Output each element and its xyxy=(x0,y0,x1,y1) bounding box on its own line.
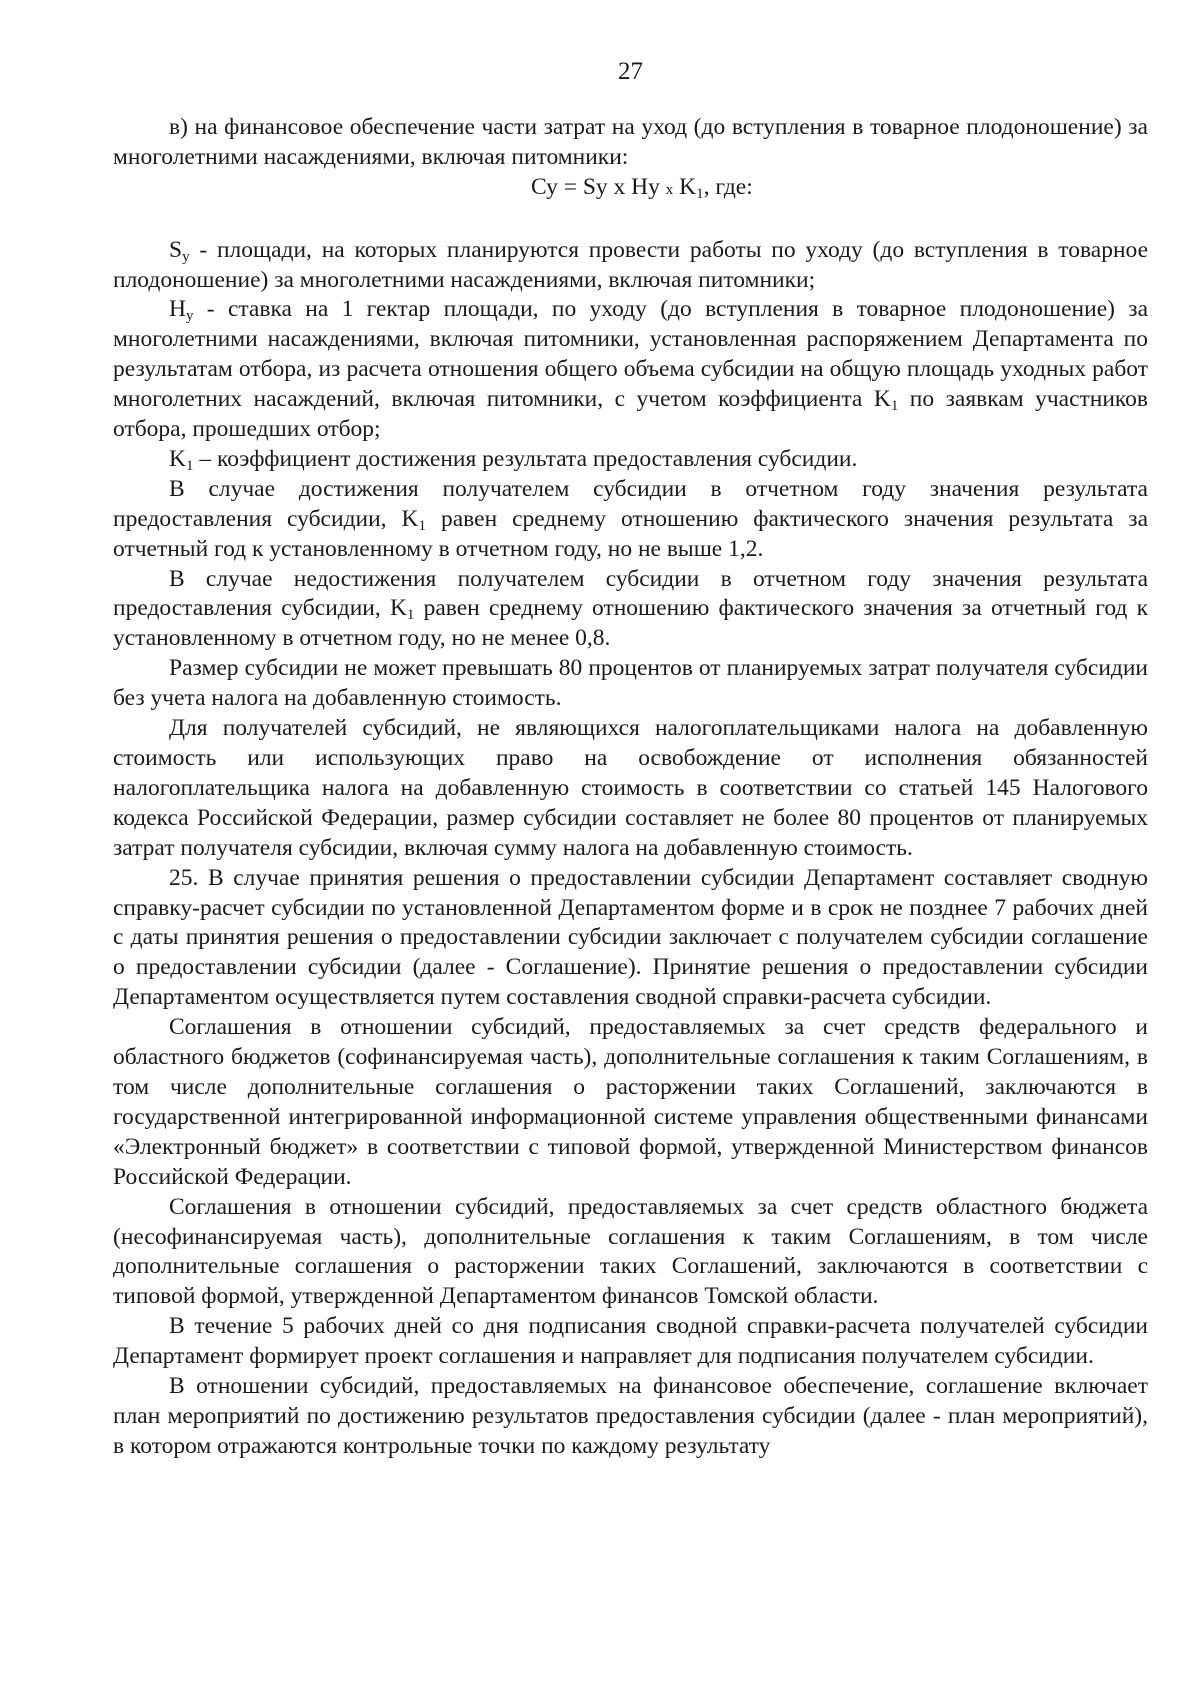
achievement-k-subscript: 1 xyxy=(418,517,427,534)
paragraph-non-achievement xyxy=(113,565,1148,655)
formula-lhs: Су = Sу х Нy xyxy=(531,173,666,200)
symbol-k-subscript: 1 xyxy=(185,457,194,474)
symbol-s-subscript: у xyxy=(182,248,190,265)
formula-k: K xyxy=(673,173,697,200)
blank-line xyxy=(113,206,1148,236)
page-number: 27 xyxy=(618,58,643,85)
paragraph-five-days: В течение 5 рабочих дней со дня подписания сводной справки-расчета получателей субсидии Департамент формирует проект соглашения и направляет для подписания получателем субсидии. xyxy=(113,1313,1148,1370)
paragraph-action-plan: В отношении субсидий, предоставляемых на финансовое обеспечение, соглашение включает план мероприятий по достижению результатов предоставления субсидии (далее - план мероприятий), в котором отражаются контрольные точки по каждому результату xyxy=(113,1373,1148,1459)
paragraph-25: 25. В случае принятия решения о предоставлении субсидии Департамент составляет сводную справку-расчет субсидии по установленной Департаментом форме и в срок не позднее 7 рабочих дней с даты принятия решения о предоставлении субсидии заключает с получателем субсидии соглашение о предоставлении субсидии (далее - Соглашение). Принятие решения о предоставлении субсидии Департаментом осуществляется путем составления сводной справки-расчета субсидии. xyxy=(113,864,1148,1011)
definition-k1-text: – коэффициент достижения результата предоставления субсидии. xyxy=(193,445,858,472)
non-achievement-k-subscript: 1 xyxy=(406,607,415,624)
formula-multiply-sign: x xyxy=(665,181,674,198)
symbol-s: S xyxy=(169,236,183,263)
document-body xyxy=(113,113,1148,1462)
definition-hy-k-subscript: 1 xyxy=(890,398,899,415)
paragraph-non-cofinanced-agreements: Соглашения в отношении субсидий, предоставляемых за счет средств областного бюджета (несофинансируемая часть), дополнительные соглашения к таким Соглашениям, в том числе дополнительные соглашения о расторжении таких Соглашений, заключаются в соответствии с типовой формой, утвержденной Департаментом финансов Томской области. xyxy=(113,1193,1148,1310)
definition-hy-text-b: по заявкам участников отбора, прошедших отбор; xyxy=(113,386,1149,443)
formula-k-subscript: 1 xyxy=(696,185,704,202)
paragraph-subitem-v: в) на финансовое обеспечение части затрат на уход (до вступления в товарное плодоношение) за многолетними насаждениями, включая питомники: xyxy=(113,114,1148,170)
formula-sy xyxy=(113,173,1148,206)
formula-tail: , где: xyxy=(703,173,753,200)
non-achievement-text-b: равен среднему отношению фактического значения за отчетный год к установленному в отчетном году, но не менее 0,8. xyxy=(113,595,1148,652)
definition-hy xyxy=(113,295,1148,445)
paragraph-cofinanced-agreements: Соглашения в отношении субсидий, предоставляемых за счет средств федерального и областного бюджетов (софинансируемая часть), дополнительные соглашения к таким Соглашениям, в том числе дополнительные соглашения о расторжении таких Соглашений, заключаются в государственной интегрированной информационной системе управления общественными финансами «Электронный бюджет» в соответствии с типовой формой, утвержденной Министерством финансов Российской Федерации. xyxy=(113,1014,1148,1190)
paragraph-achievement xyxy=(113,475,1148,565)
symbol-k: K xyxy=(169,445,186,472)
achievement-text-b: равен среднему отношению фактического значения результата за отчетный год к установленному в отчетном году, но не выше 1,2. xyxy=(113,505,1148,562)
definition-hy-text-a: - ставка на 1 гектар площади, по уходу (до вступления в товарное плодоношение) за многолетними насаждениями, включая питомники, установленная распоряжением Департамента по результатам отбора, из расчета отношения общего объема субсидии на общую площадь уходных работ многолетних насаждений, включая питомники, с учетом коэффициента K xyxy=(113,296,1148,413)
definition-sy xyxy=(113,236,1148,296)
achievement-text-a: В случае достижения получателем субсидии в отчетном году значения результата предоставления субсидии, K xyxy=(113,475,1148,532)
definition-sy-text: - площади, на которых планируются провести работы по уходу (до вступления в товарное плодоношение) за многолетними насаждениями, включая питомники; xyxy=(113,236,1148,293)
non-achievement-text-a: В случае недостижения получателем субсидии в отчетном году значения результата предоставления субсидии, K xyxy=(113,565,1148,622)
symbol-h-subscript: у xyxy=(185,308,194,325)
paragraph-non-vat-payers: Для получателей субсидий, не являющихся налогоплательщиками налога на добавленную стоимость или использующих право на освобождение от исполнения обязанностей налогоплательщика налога на добавленную стоимость в соответствии со статьей 145 Налогового кодекса Российской Федерации, размер субсидии составляет не более 80 процентов от планируемых затрат получателя субсидии, включая сумму налога на добавленную стоимость. xyxy=(113,715,1148,861)
paragraph-subsidy-size: Размер субсидии не может превышать 80 процентов от планируемых затрат получателя субсидии без учета налога на добавленную стоимость. xyxy=(113,655,1148,712)
symbol-h: Н xyxy=(169,296,186,323)
definition-k1 xyxy=(113,445,1148,475)
